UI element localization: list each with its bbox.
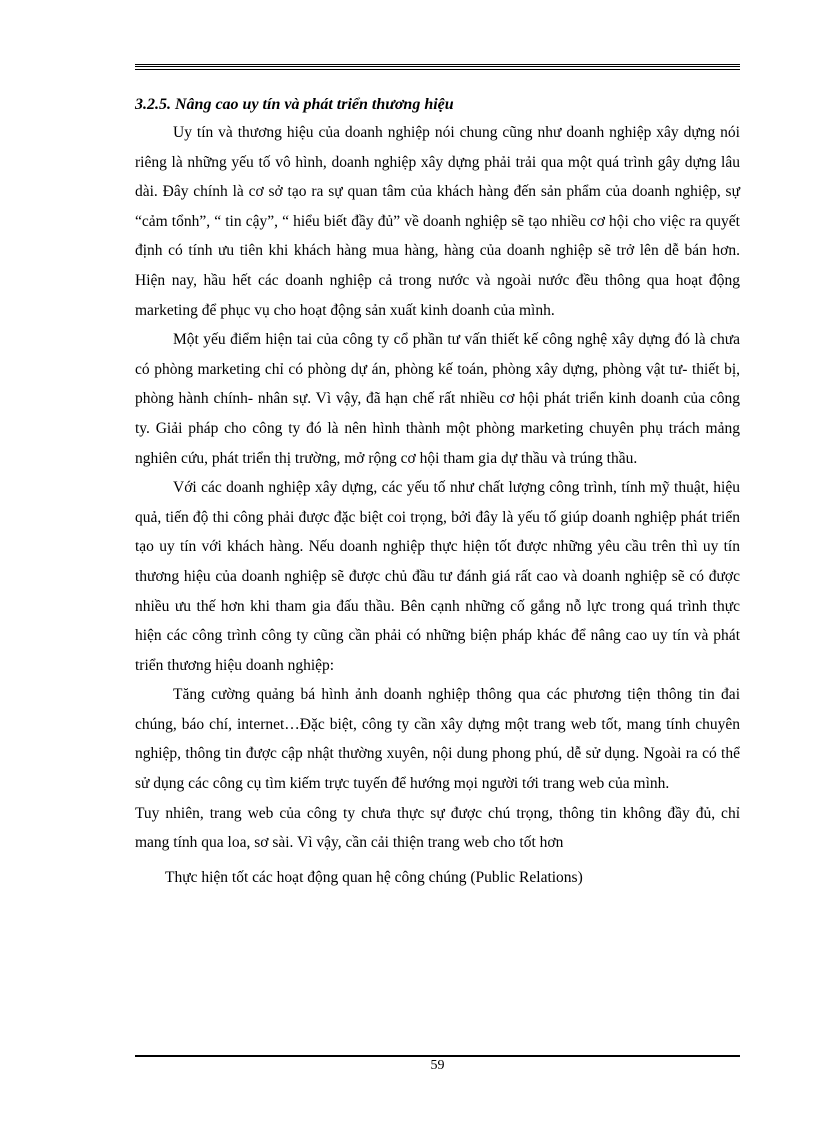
footer-rule (135, 1055, 740, 1057)
paragraph-public-relations: Thực hiện tốt các hoạt động quan hệ công chúng (Public Relations) (165, 868, 583, 886)
section-heading: 3.2.5. Nâng cao uy tín và phát triển thương hiệu (135, 96, 454, 113)
paragraph-website: Tuy nhiên, trang web của công ty chưa thực sự được chú trọng, thông tin không đầy đủ, chỉ mang tính qua loa, sơ sài. Vì vậy, cần cải thiện trang web cho tốt hơn (135, 804, 740, 852)
header-rule (135, 64, 740, 70)
paragraph-brand-intro: Uy tín và thương hiệu của doanh nghiệp nói chung cũng như doanh nghiệp xây dựng nói riêng là những yếu tố vô hình, doanh nghiệp xây dựng phải trải qua một quá trình gây dựng lâu dài. Đây chính là cơ sở tạo ra sự quan tâm của khách hàng đến sản phẩm của doanh nghiệp, sự “cảm tổnh”, “ tin cậy”, “ hiểu biết đầy đủ” về doanh nghiệp sẽ tạo nhiều cơ hội cho việc ra quyết định có tính ưu tiên khi khách hàng mua hàng, hàng của doanh nghiệp sẽ trở lên dễ bán hơn. Hiện nay, hầu hết các doanh nghiệp cả trong nước và ngoài nước đều thông qua hoạt động marketing để phục vụ cho hoạt động sản xuất kinh doanh của mình. (135, 124, 740, 319)
page-number: 59 (430, 1058, 445, 1073)
paragraph-weakness: Một yếu điểm hiện tai của công ty cổ phần tư vấn thiết kế công nghệ xây dựng đó là chưa có phòng marketing chỉ có phòng dự án, phòng kế toán, phòng xây dựng, phòng vật tư- thiết bị, phòng hành chính- nhân sự. Vì vậy, đã hạn chế rất nhiều cơ hội phát triển kinh doanh của công ty. Giải pháp cho công ty đó là nên hình thành một phòng marketing chuyên phụ trách mảng nghiên cứu, phát triển thị trường, mở rộng cơ hội tham gia dự thầu và trúng thầu. (135, 331, 740, 467)
paragraph-construction-factors: Với các doanh nghiệp xây dựng, các yếu tố như chất lượng công trình, tính mỹ thuật, hiệu quả, tiến độ thi công phải được đặc biệt coi trọng, bởi đây là yếu tố giúp doanh nghiệp phát triển tạo uy tín với khách hàng. Nếu doanh nghiệp thực hiện tốt được những yêu cầu trên thì uy tín thương hiệu của doanh nghiệp sẽ được chủ đầu tư đánh giá rất cao và doanh nghiệp sẽ có được nhiều ưu thế hơn khi tham gia đấu thầu. Bên cạnh những cố gắng nỗ lực trong quá trình thực hiện các công trình công ty cũng cần phải có những biện pháp khác để nâng cao uy tín và phát triển thương hiệu doanh nghiệp: (135, 479, 740, 674)
paragraph-promotion: Tăng cường quảng bá hình ảnh doanh nghiệp thông qua các phương tiện thông tin đai chúng, báo chí, internet…Đặc biệt, công ty cần xây dựng một trang web tốt, mang tính chuyên nghiệp, thông tin được cập nhật thường xuyên, nội dung phong phú, dễ sử dụng. Ngoài ra có thể sử dụng các công cụ tìm kiếm trực tuyến để hướng mọi người tới trang web của mình. (135, 686, 740, 793)
page-body (135, 92, 740, 892)
